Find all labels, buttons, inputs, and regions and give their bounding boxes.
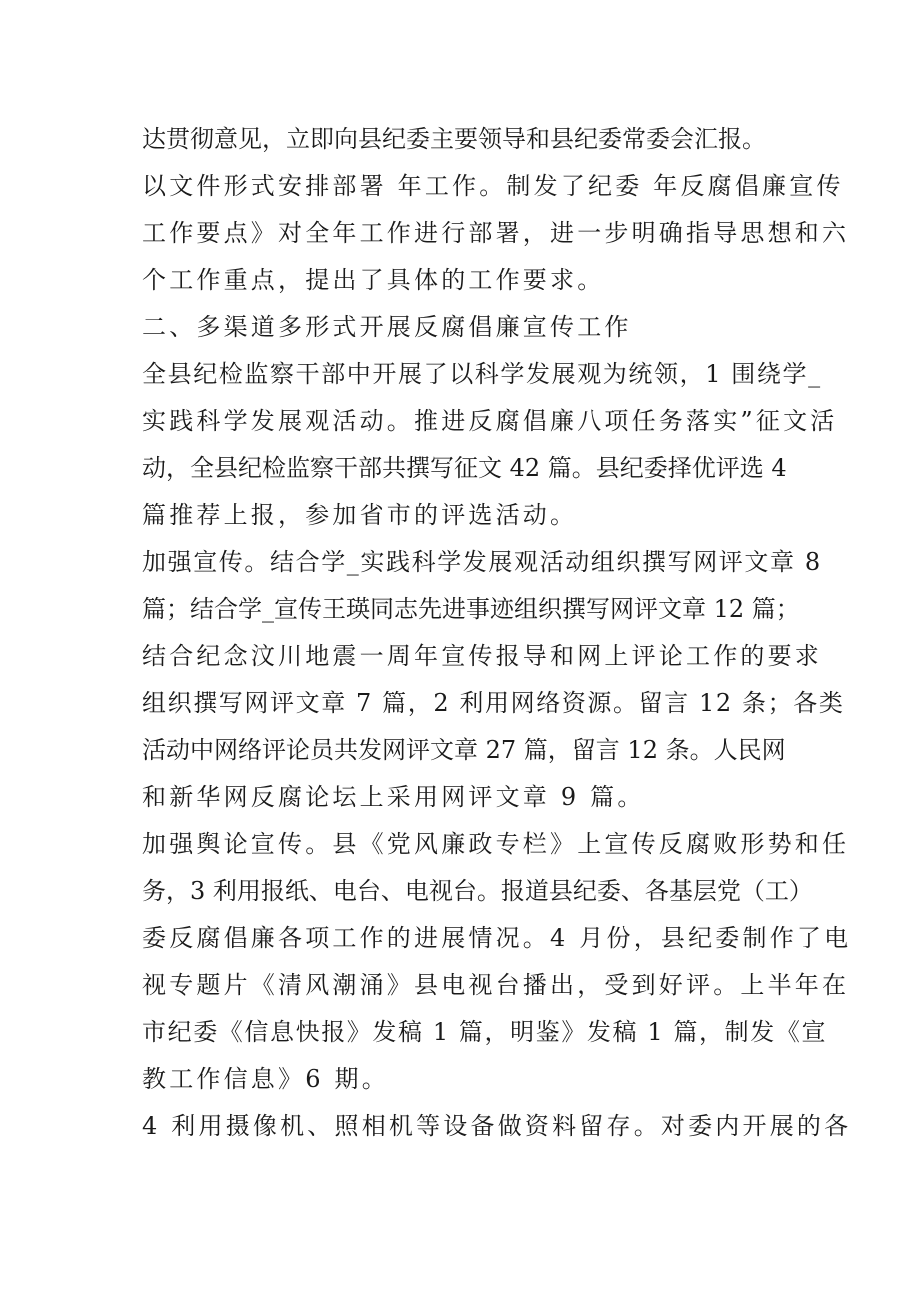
text-line: 以文件形式安排部署 年工作。制发了纪委 年反腐倡廉宣传 — [142, 172, 844, 200]
text-line: 实践科学发展观活动。推进反腐倡廉八项任务落实”征文活 — [142, 407, 838, 435]
text-line: 组织撰写网评文章 7 篇，2 利用网络资源。留言 12 条；各类 — [142, 689, 845, 717]
text-line: 个工作重点，提出了具体的工作要求。 — [142, 266, 605, 294]
text-line: 委反腐倡廉各项工作的进展情况。4 月份，县纪委制作了电 — [142, 924, 852, 952]
text-line: 活动中网络评论员共发网评文章 27 篇，留言 12 条。人民网 — [142, 736, 786, 764]
text-line: 务，3 利用报纸、电台、电视台。报道县纪委、各基层党（工） — [142, 877, 813, 905]
document-body — [142, 116, 852, 1150]
text-line: 市纪委《信息快报》发稿 1 篇，明鉴》发稿 1 篇，制发《宣 — [142, 1018, 828, 1046]
section-heading: 二、多渠道多形式开展反腐倡廉宣传工作 — [142, 313, 632, 341]
text-line: 加强舆论宣传。县《党风廉政专栏》上宣传反腐败形势和任 — [142, 830, 850, 858]
text-line: 篇；结合学_宣传王瑛同志先进事迹组织撰写网评文章 12 篇； — [142, 595, 800, 623]
text-line: 动，全县纪检监察干部共撰写征文 42 篇。县纪委择优评选 4 — [142, 454, 787, 482]
text-line: 加强宣传。结合学_实践科学发展观活动组织撰写网评文章 8 — [142, 548, 822, 576]
text-line: 和新华网反腐论坛上采用网评文章 9 篇。 — [142, 783, 645, 811]
text-line: 结合纪念汶川地震一周年宣传报导和网上评论工作的要求 — [142, 642, 822, 670]
text-line: 教工作信息》6 期。 — [142, 1065, 389, 1093]
text-line: 篇推荐上报，参加省市的评选活动。 — [142, 501, 578, 529]
text-line: 全县纪检监察干部中开展了以科学发展观为统领，1 围绕学_ — [142, 360, 822, 388]
text-line: 达贯彻意见，立即向县纪委主要领导和县纪委常委会汇报。 — [142, 125, 766, 153]
text-line: 工作要点》对全年工作进行部署，进一步明确指导思想和六 — [142, 219, 850, 247]
text-line: 4 利用摄像机、照相机等设备做资料留存。对委内开展的各 — [142, 1112, 852, 1140]
text-line: 视专题片《清风潮涌》县电视台播出，受到好评。上半年在 — [142, 971, 850, 999]
